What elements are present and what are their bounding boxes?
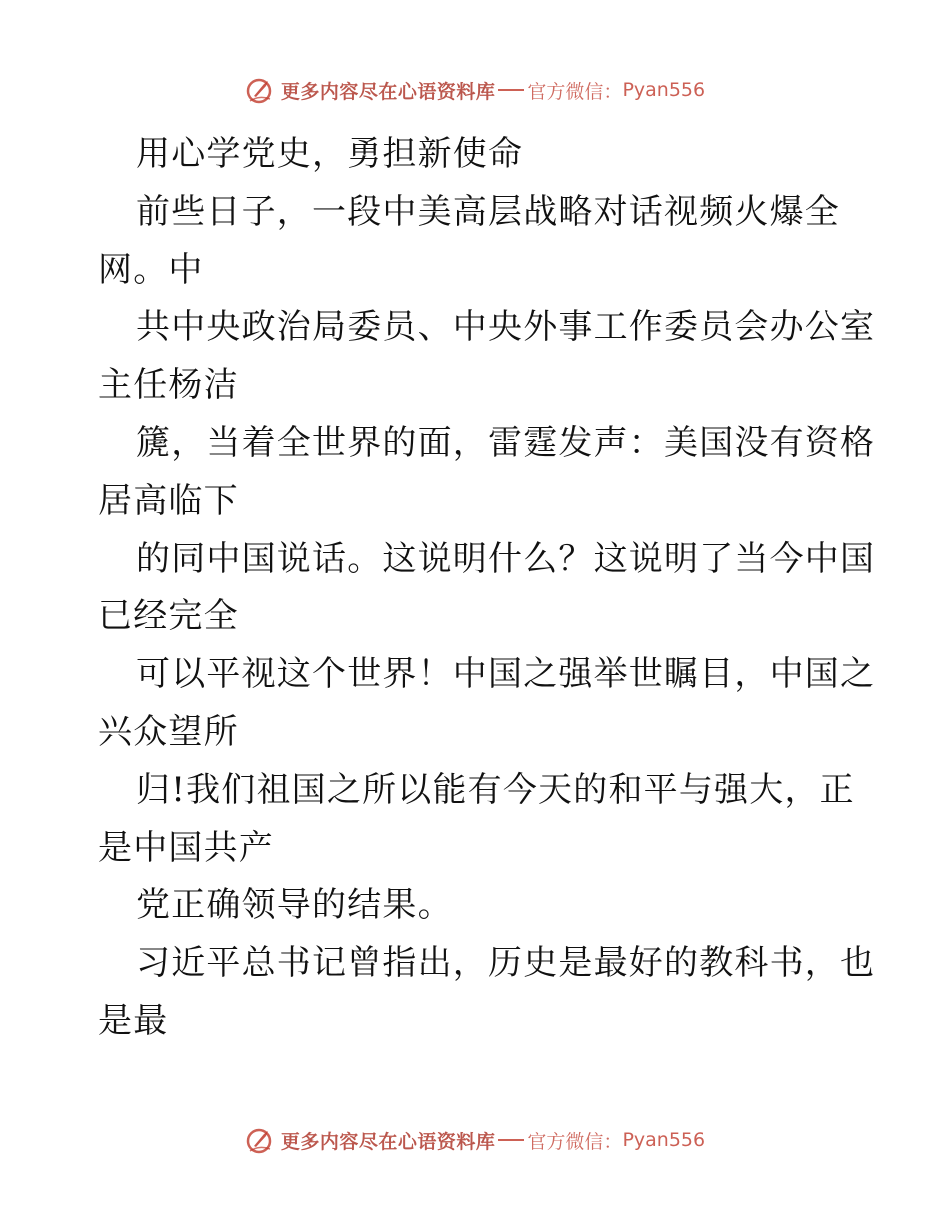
text-line: 共中央政治局委员、中央外事工作委员会办公室 xyxy=(136,307,876,348)
banner-main-text: 更多内容尽在心语资料库 xyxy=(280,80,496,103)
text-line: 党正确领导的结果。 xyxy=(136,885,453,926)
text-line: 网。中 xyxy=(98,249,204,290)
text-line: 的同中国说话。这说明什么？这说明了当今中国 xyxy=(136,538,876,579)
banner-sub-text: 官方微信： xyxy=(527,80,623,103)
document-body xyxy=(98,126,876,1051)
text-line: 前些日子，一段中美高层战略对话视频火爆全 xyxy=(136,191,840,232)
banner-sub-text: 官方微信： xyxy=(527,1130,623,1153)
text-line: 可以平视这个世界！中国之强举世瞩目，中国之 xyxy=(136,654,876,695)
pen-nib-logo-icon xyxy=(245,75,275,105)
text-line: 归!我们祖国之所以能有今天的和平与强大，正 xyxy=(136,769,855,810)
footer-watermark-banner xyxy=(0,1120,950,1160)
text-line: 是中国共产 xyxy=(98,827,274,868)
banner-wechat-id: Pyan556 xyxy=(622,1129,706,1151)
text-line: 是最 xyxy=(98,1000,169,1041)
banner-dash xyxy=(498,89,524,91)
text-line: 习近平总书记曾指出，历史是最好的教科书，也 xyxy=(136,943,876,984)
text-line: 主任杨洁 xyxy=(98,365,239,406)
pen-nib-logo-icon xyxy=(245,1125,275,1155)
text-line: 居高临下 xyxy=(98,480,239,521)
header-watermark-banner xyxy=(0,70,950,110)
banner-wechat-id: Pyan556 xyxy=(622,79,706,101)
text-line: 篪，当着全世界的面，雷霆发声：美国没有资格 xyxy=(136,422,876,463)
text-line: 用心学党史，勇担新使命 xyxy=(136,134,524,174)
text-line: 已经完全 xyxy=(98,596,239,637)
banner-main-text: 更多内容尽在心语资料库 xyxy=(280,1130,496,1153)
banner-dash xyxy=(498,1139,524,1141)
text-line: 兴众望所 xyxy=(98,711,239,752)
